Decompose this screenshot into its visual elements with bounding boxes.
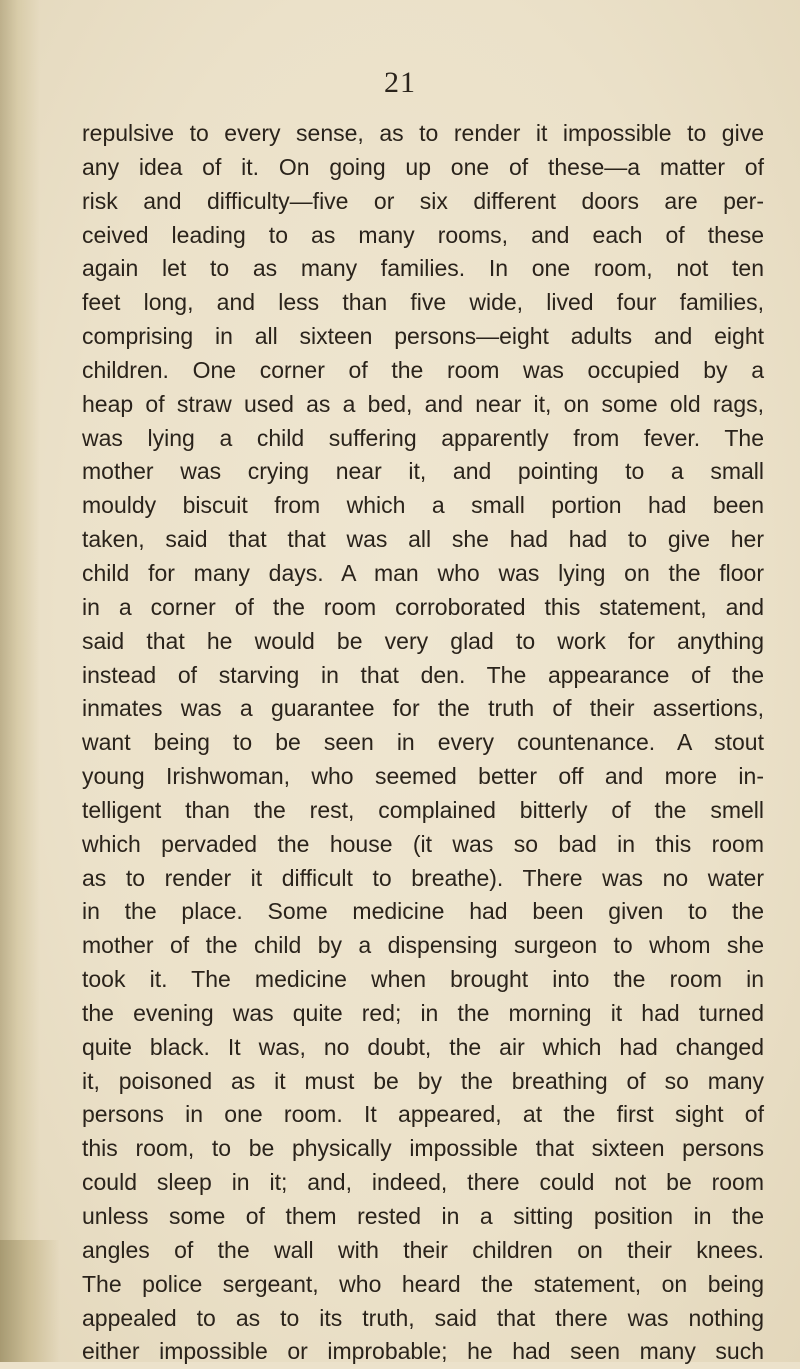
text-line: it, poisoned as it must be by the breathing of so many (82, 1067, 764, 1094)
text-line: mother was crying near it, and pointing to a small (82, 458, 764, 485)
text-line: mouldy biscuit from which a small portion had been (82, 492, 764, 519)
page-number: 21 (384, 66, 416, 99)
page-stain (0, 1240, 60, 1362)
text-line: children. One corner of the room was occupied by a (82, 356, 764, 383)
text-line: in a corner of the room corroborated this statement, and (82, 593, 764, 620)
text-line: as to render it difficult to breathe). There was no water (82, 864, 764, 891)
text-line: taken, said that that was all she had had to give her (82, 526, 764, 553)
text-line: mother of the child by a dispensing surgeon to whom she (82, 932, 764, 959)
text-line: young Irishwoman, who seemed better off and more in- (82, 763, 764, 790)
text-line: heap of straw used as a bed, and near it, on some old rags, (82, 390, 764, 417)
body-text (82, 117, 764, 1369)
text-line: ceived leading to as many rooms, and each of these (82, 221, 764, 248)
text-line: The police sergeant, who heard the statement, on being (82, 1270, 764, 1297)
text-line: any idea of it. On going up one of these—a matter of (82, 153, 764, 180)
text-line: telligent than the rest, complained bitterly of the smell (82, 796, 764, 823)
text-line: instead of starving in that den. The appearance of the (82, 661, 764, 688)
text-line: took it. The medicine when brought into the room in (82, 966, 764, 993)
text-line: risk and difficulty—five or six different doors are per- (82, 187, 764, 214)
text-line: was lying a child suffering apparently from fever. The (82, 424, 764, 451)
text-line: child for many days. A man who was lying on the floor (82, 559, 764, 586)
text-line: quite black. It was, no doubt, the air which had changed (82, 1033, 764, 1060)
text-line: comprising in all sixteen persons—eight adults and eight (82, 323, 764, 350)
text-line: repulsive to every sense, as to render it impossible to give (82, 120, 764, 146)
text-line: this room, to be physically impossible that sixteen persons (82, 1135, 764, 1162)
text-line: inmates was a guarantee for the truth of their assertions, (82, 695, 764, 722)
text-line: persons in one room. It appeared, at the first sight of (82, 1101, 764, 1128)
text-line: appealed to as to its truth, said that there was nothing (82, 1304, 764, 1331)
text-line: either impossible or improbable; he had seen many such (82, 1338, 764, 1365)
text-line: feet long, and less than five wide, lived four families, (82, 289, 764, 316)
text-line: said that he would be very glad to work for anything (82, 627, 764, 654)
text-line: angles of the wall with their children on their knees. (82, 1236, 764, 1263)
text-line: could sleep in it; and, indeed, there could not be room (82, 1169, 764, 1196)
page-edge-shadow (0, 0, 40, 1362)
text-line: which pervaded the house (it was so bad in this room (82, 830, 764, 857)
text-line: unless some of them rested in a sitting position in the (82, 1203, 764, 1229)
text-line: the evening was quite red; in the morning it had turned (82, 999, 764, 1026)
text-line: in the place. Some medicine had been given to the (82, 898, 764, 925)
text-line: want being to be seen in every countenance. A stout (82, 729, 764, 756)
text-line: again let to as many families. In one room, not ten (82, 255, 764, 282)
